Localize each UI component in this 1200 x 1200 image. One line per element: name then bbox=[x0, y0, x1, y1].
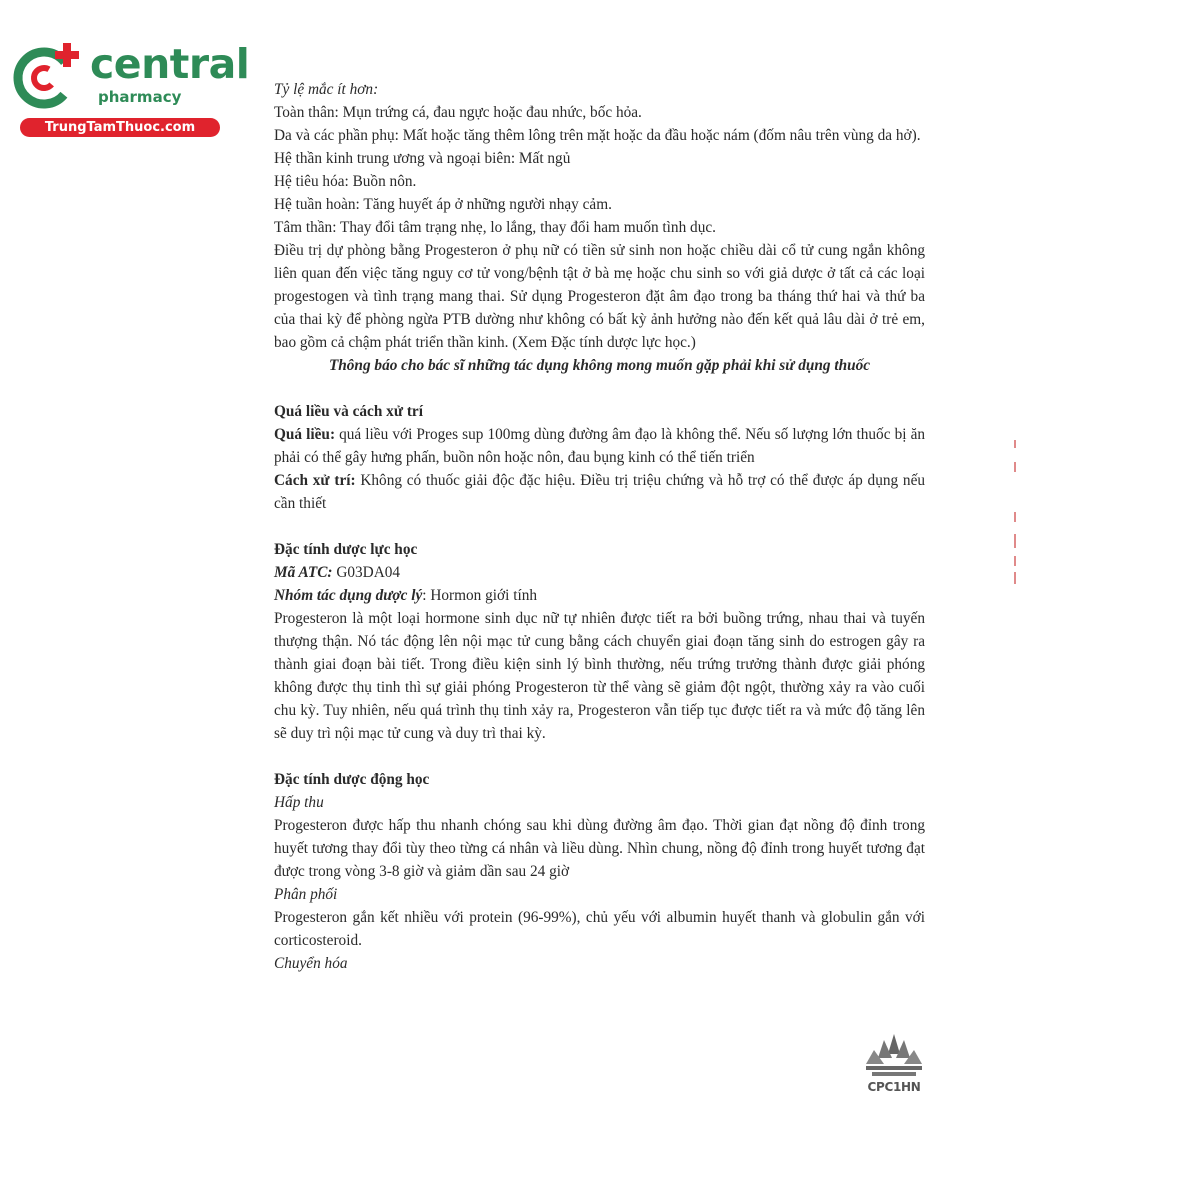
absorption-text: Progesteron được hấp thu nhanh chóng sau khi dùng đường âm đạo. Thời gian đạt nồng độ đỉnh trong huyết tương thay đổi tùy theo từng cá nhân và liều dùng. Nhìn chung, nồng độ đỉnh trong huyết tương đạt được trong vòng 3-8 giờ và giảm dần sau 24 giờ bbox=[274, 817, 925, 880]
central-pharmacy-logo bbox=[10, 38, 250, 138]
distribution-title: Phân phối bbox=[274, 886, 338, 903]
absorption-title: Hấp thu bbox=[274, 794, 324, 811]
atc-line bbox=[274, 561, 925, 584]
overdose-section bbox=[274, 400, 925, 515]
edge-mark bbox=[1014, 556, 1016, 566]
side-effects-section bbox=[274, 78, 925, 377]
pharmacodynamics-section bbox=[274, 538, 925, 745]
side-effect-line: Da và các phần phụ: Mất hoặc tăng thêm lông trên mặt hoặc da đầu hoặc nám (đốm nâu trên vùng da hở). bbox=[274, 127, 921, 144]
edge-mark bbox=[1014, 462, 1016, 472]
group-label: Nhóm tác dụng dược lý bbox=[274, 587, 423, 604]
logo-website: TrungTamThuoc.com bbox=[20, 118, 220, 137]
side-effect-line: Hệ tiêu hóa: Buồn nôn. bbox=[274, 173, 417, 190]
cpc1hn-text: CPC1HN bbox=[867, 1080, 921, 1094]
distribution-text: Progesteron gắn kết nhiều với protein (96-99%), chủ yếu với albumin huyết thanh và globulin gắn với corticosteroid. bbox=[274, 909, 925, 949]
metabolism-title: Chuyển hóa bbox=[274, 955, 348, 972]
treatment-paragraph bbox=[274, 469, 925, 515]
pharmacodynamics-heading: Đặc tính dược lực học bbox=[274, 541, 418, 558]
pharmacy-cross-icon bbox=[10, 38, 84, 112]
logo-subtitle: pharmacy bbox=[98, 88, 182, 106]
edge-mark bbox=[1014, 534, 1016, 548]
overdose-paragraph bbox=[274, 423, 925, 469]
edge-mark bbox=[1014, 440, 1016, 448]
edge-mark bbox=[1014, 572, 1016, 584]
edge-mark bbox=[1014, 512, 1016, 522]
atc-label: Mã ATC: bbox=[274, 564, 333, 581]
side-effect-line: Toàn thân: Mụn trứng cá, đau ngực hoặc đau nhức, bốc hỏa. bbox=[274, 104, 642, 121]
doctor-notice: Thông báo cho bác sĩ những tác dụng không mong muốn gặp phải khi sử dụng thuốc bbox=[328, 357, 871, 374]
overdose-heading: Quá liều và cách xử trí bbox=[274, 403, 423, 420]
side-effect-line: Tâm thần: Thay đổi tâm trạng nhẹ, lo lắng, thay đổi ham muốn tình dục. bbox=[274, 219, 716, 236]
pharmacokinetics-heading: Đặc tính dược động học bbox=[274, 771, 430, 788]
side-effect-paragraph: Điều trị dự phòng bằng Progesteron ở phụ nữ có tiền sử sinh non hoặc chiều dài cổ tử cung ngắn không liên quan đến việc tăng nguy cơ tử vong/bệnh tật ở bà mẹ hoặc chu sinh so với giả dược ở tất cả các loại progestogen và tình trạng mang thai. Sử dụng Progesteron đặt âm đạo trong ba tháng thứ hai và thứ ba của thai kỳ để phòng ngừa PTB dường như không có bất kỳ ảnh hưởng nào đến kết quả lâu dài ở trẻ em, bao gồm cả chậm phát triển thần kinh. (Xem Đặc tính dược lực học.) bbox=[274, 242, 925, 351]
cpc1hn-logo bbox=[862, 1032, 926, 1096]
side-effect-line: Hệ thần kinh trung ương và ngoại biên: Mất ngủ bbox=[274, 150, 571, 167]
atc-value: G03DA04 bbox=[332, 564, 401, 581]
lotus-icon bbox=[862, 1032, 926, 1080]
overdose-text: quá liều với Proges sup 100mg dùng đường âm đạo là không thể. Nếu số lượng lớn thuốc bị ăn phải có thể gây hưng phấn, buồn nôn hoặc nôn, đau bụng kinh có thể tiến triển bbox=[274, 426, 926, 466]
side-effect-line: Hệ tuần hoàn: Tăng huyết áp ở những người nhạy cảm. bbox=[274, 196, 612, 213]
pharmacokinetics-section bbox=[274, 768, 925, 975]
group-line bbox=[274, 584, 925, 607]
group-value: : Hormon giới tính bbox=[422, 587, 537, 604]
pharmacodynamics-text: Progesteron là một loại hormone sinh dục nữ tự nhiên được tiết ra bởi buồng trứng, nhau thai và tuyến thượng thận. Nó tác động lên nội mạc tử cung bằng cách chuyển giai đoạn tăng sinh do estrogen gây ra thành giai đoạn bài tiết. Trong điều kiện sinh lý bình thường, nếu trứng trưởng thành được giải phóng không được thụ tinh thì sự giải phóng Progesteron từ thể vàng sẽ giảm đột ngột, thường xảy ra vào cuối chu kỳ. Tuy nhiên, nếu quá trình thụ tinh xảy ra, Progesteron vẫn tiếp tục được tiết ra và mức độ tăng lên sẽ duy trì nội mạc tử cung và duy trì thai kỳ. bbox=[274, 610, 925, 742]
less-common-heading: Tỷ lệ mắc ít hơn: bbox=[274, 81, 379, 98]
treatment-label: Cách xử trí: bbox=[274, 472, 356, 489]
document-body bbox=[274, 78, 925, 975]
logo-name: central bbox=[90, 40, 250, 88]
treatment-text: Không có thuốc giải độc đặc hiệu. Điều trị triệu chứng và hỗ trợ có thể được áp dụng nếu cần thiết bbox=[274, 472, 926, 512]
overdose-label: Quá liều: bbox=[274, 426, 336, 443]
